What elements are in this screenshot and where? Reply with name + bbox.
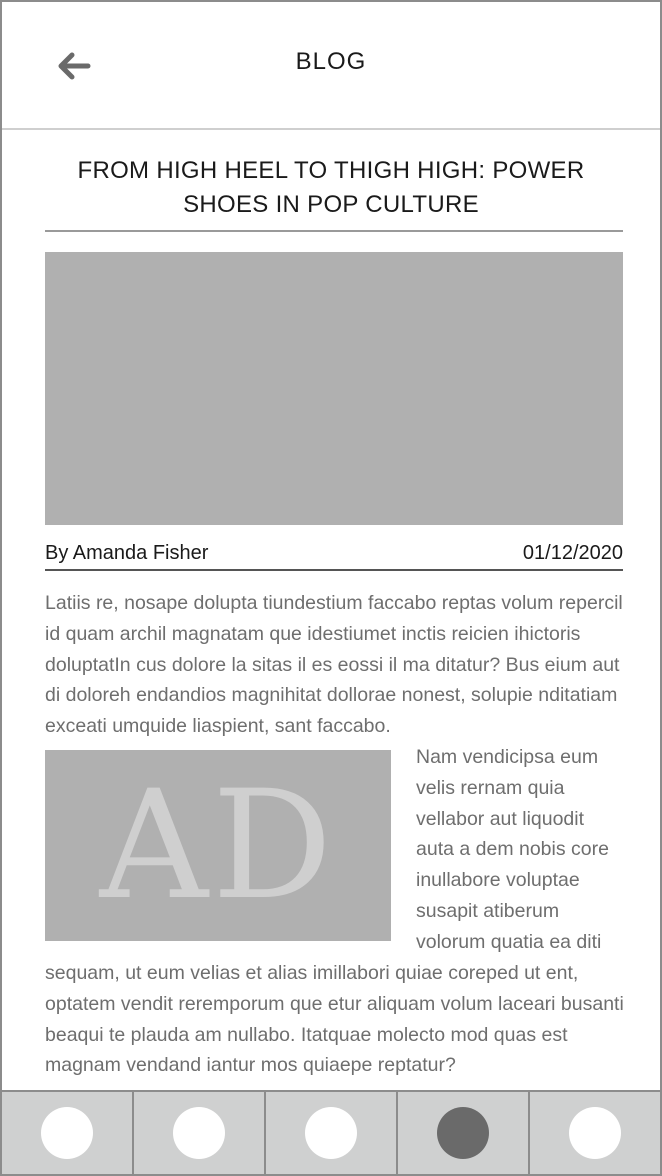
nav-dot-icon [437, 1107, 489, 1159]
nav-dot-icon [305, 1107, 357, 1159]
nav-item-5[interactable] [530, 1092, 660, 1174]
nav-item-4[interactable] [398, 1092, 530, 1174]
nav-dot-icon [569, 1107, 621, 1159]
article-paragraph-2: sequam, ut eum velias et alias imillabori quiae coreped ut ent, optatem vendit reremporum que etur aliquam volum laceari busanti beaqui te plauda am nullabo. Itatquae molecto mod quas est magnam vendand iantur mos quiaepe reptatur? [45, 962, 624, 1077]
article-author: By Amanda Fisher [45, 542, 209, 564]
title-divider [45, 230, 623, 232]
nav-item-3[interactable] [266, 1092, 398, 1174]
nav-item-2[interactable] [134, 1092, 266, 1174]
nav-dot-icon [41, 1107, 93, 1159]
hero-image-placeholder [45, 252, 623, 525]
page-title: BLOG [295, 48, 367, 75]
ad-label: AD [99, 758, 337, 933]
nav-dot-icon [173, 1107, 225, 1159]
article-title: FROM HIGH HEEL TO THIGH HIGH: POWER SHOES IN POP CULTURE [77, 157, 585, 218]
article-paragraph-1: Latiis re, nosape dolupta tiundestium faccabo reptas volum repercil id quam archil magnatam que idestiumet inctis reicien ihictoris doluptatIn cus dolore la sitas il es eossi il ma ditatur? Bus eium aut di doloreh endandios magnihitat dollorae nonest, solupie nditatiam exceati umquide liaspient, sant faccabo. [45, 592, 623, 738]
ad-placeholder[interactable] [45, 750, 391, 941]
article-date: 01/12/2020 [522, 542, 623, 564]
article-side-text: Nam vendicipsa eum velis rernam quia vellabor aut liquodit auta a dem nobis core inullabore voluptae susapit atiberum volorum quatia ea diti [416, 746, 609, 953]
meta-divider [45, 569, 623, 571]
nav-item-1[interactable] [2, 1092, 134, 1174]
bottom-nav [2, 1090, 660, 1174]
top-bar [2, 2, 660, 130]
